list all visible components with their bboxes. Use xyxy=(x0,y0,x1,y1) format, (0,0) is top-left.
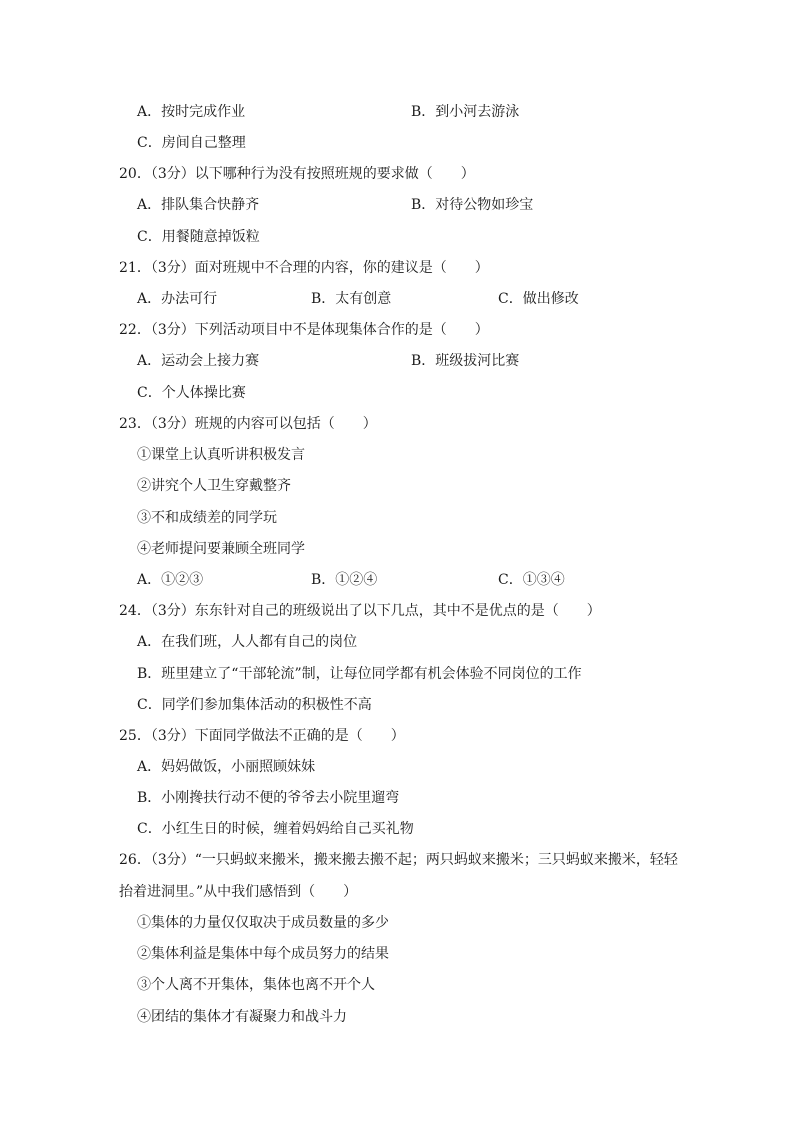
q24-option-c: C．同学们参加集体活动的积极性不高 xyxy=(137,697,372,713)
q20-option-b: B．对待公物如珍宝 xyxy=(411,197,534,213)
q23-option-c: C．①③④ xyxy=(498,572,565,588)
q21-stem: 21．（3分）面对班规中不合理的内容，你的建议是（ ） xyxy=(119,260,489,276)
q25-stem: 25．（3分）下面同学做法不正确的是（ ） xyxy=(119,728,405,744)
q23-item-1: ①课堂上认真听讲积极发言 xyxy=(137,447,305,463)
q21-option-a: A．办法可行 xyxy=(137,291,218,307)
q20-option-a: A．排队集合快静齐 xyxy=(137,197,260,213)
q26-item-1: ①集体的力量仅仅取决于成员数量的多少 xyxy=(137,915,389,931)
q19-option-a: A．按时完成作业 xyxy=(137,104,246,120)
q22-stem: 22．（3分）下列活动项目中不是体现集体合作的是（ ） xyxy=(119,322,489,338)
q26-item-3: ③个人离不开集体，集体也离不开个人 xyxy=(137,977,375,993)
q23-item-2: ②讲究个人卫生穿戴整齐 xyxy=(137,478,291,494)
q19-option-c: C．房间自己整理 xyxy=(137,135,246,151)
q20-option-c: C．用餐随意掉饭粒 xyxy=(137,229,260,245)
q25-option-c: C．小红生日的时候，缠着妈妈给自己买礼物 xyxy=(137,821,414,837)
q26-stem-line-2: 抬着进洞里。”从中我们感悟到（ ） xyxy=(119,884,358,900)
q26-item-4: ④团结的集体才有凝聚力和战斗力 xyxy=(137,1009,347,1025)
q24-option-a: A．在我们班，人人都有自己的岗位 xyxy=(137,634,358,650)
q24-option-b: B．班里建立了“干部轮流”制，让每位同学都有机会体验不同岗位的工作 xyxy=(137,666,582,682)
q20-stem: 20．（3分）以下哪种行为没有按照班规的要求做（ ） xyxy=(119,166,475,182)
q24-stem: 24．（3分）东东针对自己的班级说出了以下几点，其中不是优点的是（ ） xyxy=(119,603,601,619)
q23-option-a: A．①②③ xyxy=(137,572,204,588)
q23-option-b: B．①②④ xyxy=(311,572,378,588)
q22-option-b: B．班级拔河比赛 xyxy=(411,353,520,369)
q23-item-3: ③不和成绩差的同学玩 xyxy=(137,510,277,526)
q25-option-a: A．妈妈做饭，小丽照顾妹妹 xyxy=(137,759,316,775)
q19-option-b: B．到小河去游泳 xyxy=(411,104,520,120)
q21-option-b: B．太有创意 xyxy=(311,291,392,307)
q26-stem-line-1: 26．（3分）“一只蚂蚁来搬米，搬来搬去搬不起；两只蚂蚁来搬米；三只蚂蚁来搬米，轻轻 xyxy=(119,852,678,868)
q23-item-4: ④老师提问要兼顾全班同学 xyxy=(137,541,305,557)
q22-option-a: A．运动会上接力赛 xyxy=(137,353,260,369)
q26-item-2: ②集体利益是集体中每个成员努力的结果 xyxy=(137,946,389,962)
q22-option-c: C．个人体操比赛 xyxy=(137,385,246,401)
q23-stem: 23．（3分）班规的内容可以包括（ ） xyxy=(119,416,377,432)
q25-option-b: B．小刚搀扶行动不便的爷爷去小院里遛弯 xyxy=(137,790,400,806)
q21-option-c: C．做出修改 xyxy=(498,291,579,307)
